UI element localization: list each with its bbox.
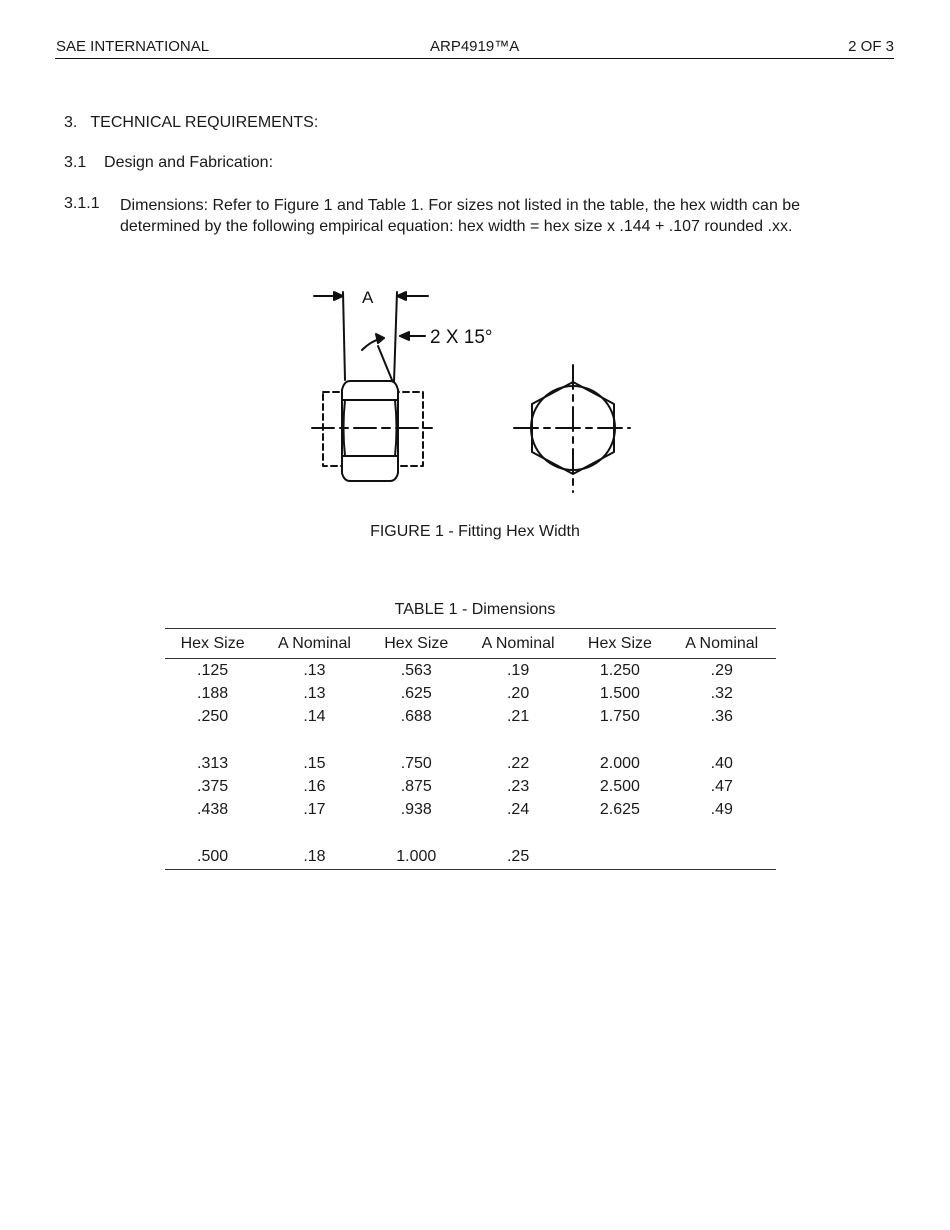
table-cell: .500: [165, 845, 260, 870]
dimensions-table: [165, 628, 776, 870]
table-row: [165, 659, 776, 683]
table-cell: 2.500: [599, 777, 640, 795]
section-3-1-1-text: Dimensions: Refer to Figure 1 and Table 1. For sizes not listed in the table, the hex width can be determined by the following empirical equation: hex width = hex size x .144 + .107 rounded .xx.: [120, 197, 801, 235]
table-cell: .938: [400, 801, 432, 819]
table-row: [165, 775, 776, 798]
table-cell: 2.625: [599, 801, 640, 819]
section-3-1-heading: 3.1 Design and Fabrication:: [64, 154, 274, 171]
column-header: Hex Size: [572, 629, 667, 659]
table-row: [165, 798, 776, 821]
table-cell: .18: [260, 845, 368, 870]
table-cell: .25: [464, 845, 572, 870]
table-spacer-row: [165, 822, 776, 845]
dimension-label-a: A: [362, 288, 374, 307]
table-cell: [572, 845, 667, 870]
table-cell: .125: [197, 661, 229, 679]
table-spacer-row: [165, 729, 776, 752]
table-cell: [668, 845, 776, 870]
column-header: A Nominal: [260, 629, 368, 659]
column-header: A Nominal: [464, 629, 572, 659]
table-cell: .17: [303, 801, 326, 819]
figure-caption: FIGURE 1 - Fitting Hex Width: [370, 523, 580, 540]
table-row: [165, 682, 776, 705]
column-header: Hex Size: [369, 629, 464, 659]
table-cell: .188: [197, 684, 229, 702]
table-cell: .32: [710, 684, 733, 702]
header-org: SAE INTERNATIONAL: [56, 38, 210, 55]
section-3-heading: 3. TECHNICAL REQUIREMENTS:: [64, 114, 319, 131]
table-cell: 1.000: [369, 845, 464, 870]
header-doc-number: ARP4919™A: [430, 38, 520, 55]
table-cell: .375: [197, 777, 229, 795]
table-cell: .21: [506, 708, 530, 726]
table-row: [165, 752, 776, 775]
table-title: TABLE 1 - Dimensions: [394, 601, 556, 618]
table-cell: .20: [506, 684, 530, 702]
table-row: [165, 845, 776, 870]
table-cell: .49: [710, 801, 733, 819]
table-cell: 1.500: [599, 684, 640, 702]
table-cell: .15: [303, 754, 326, 772]
table-header-row: [165, 629, 776, 659]
angle-label: 2 X 15°: [430, 327, 493, 348]
table-cell: 1.250: [599, 661, 640, 679]
header-rule: [55, 58, 894, 59]
table-cell: .313: [197, 754, 229, 772]
column-header: Hex Size: [165, 629, 260, 659]
table-cell: .22: [506, 754, 530, 772]
table-cell: 2.000: [599, 754, 640, 772]
table-cell: .14: [303, 708, 326, 726]
table-cell: .19: [506, 661, 530, 679]
table-cell: .688: [400, 708, 432, 726]
table-cell: .438: [197, 801, 229, 819]
table-cell: .875: [400, 777, 432, 795]
column-header: A Nominal: [668, 629, 776, 659]
table-cell: .23: [506, 777, 530, 795]
header-page-number: 2 OF 3: [848, 38, 894, 55]
table-cell: .13: [303, 684, 326, 702]
section-3-1-1-number: 3.1.1: [64, 195, 100, 212]
figure-hex-fitting-drawing: [290, 270, 660, 510]
table-cell: .24: [506, 801, 530, 819]
table-cell: .36: [710, 708, 733, 726]
table-cell: .13: [303, 661, 326, 679]
table-row: [165, 706, 776, 729]
table-cell: .750: [400, 754, 432, 772]
table-cell: .40: [710, 754, 733, 772]
end-view-hex: [514, 365, 630, 492]
table-cell: 1.750: [599, 708, 640, 726]
table-cell: .16: [303, 777, 326, 795]
table-cell: .29: [710, 661, 733, 679]
side-view-fitting: [312, 292, 436, 481]
table-cell: .563: [400, 661, 432, 679]
table-cell: .250: [197, 708, 229, 726]
table-cell: .47: [710, 777, 733, 795]
table-cell: .625: [400, 684, 432, 702]
